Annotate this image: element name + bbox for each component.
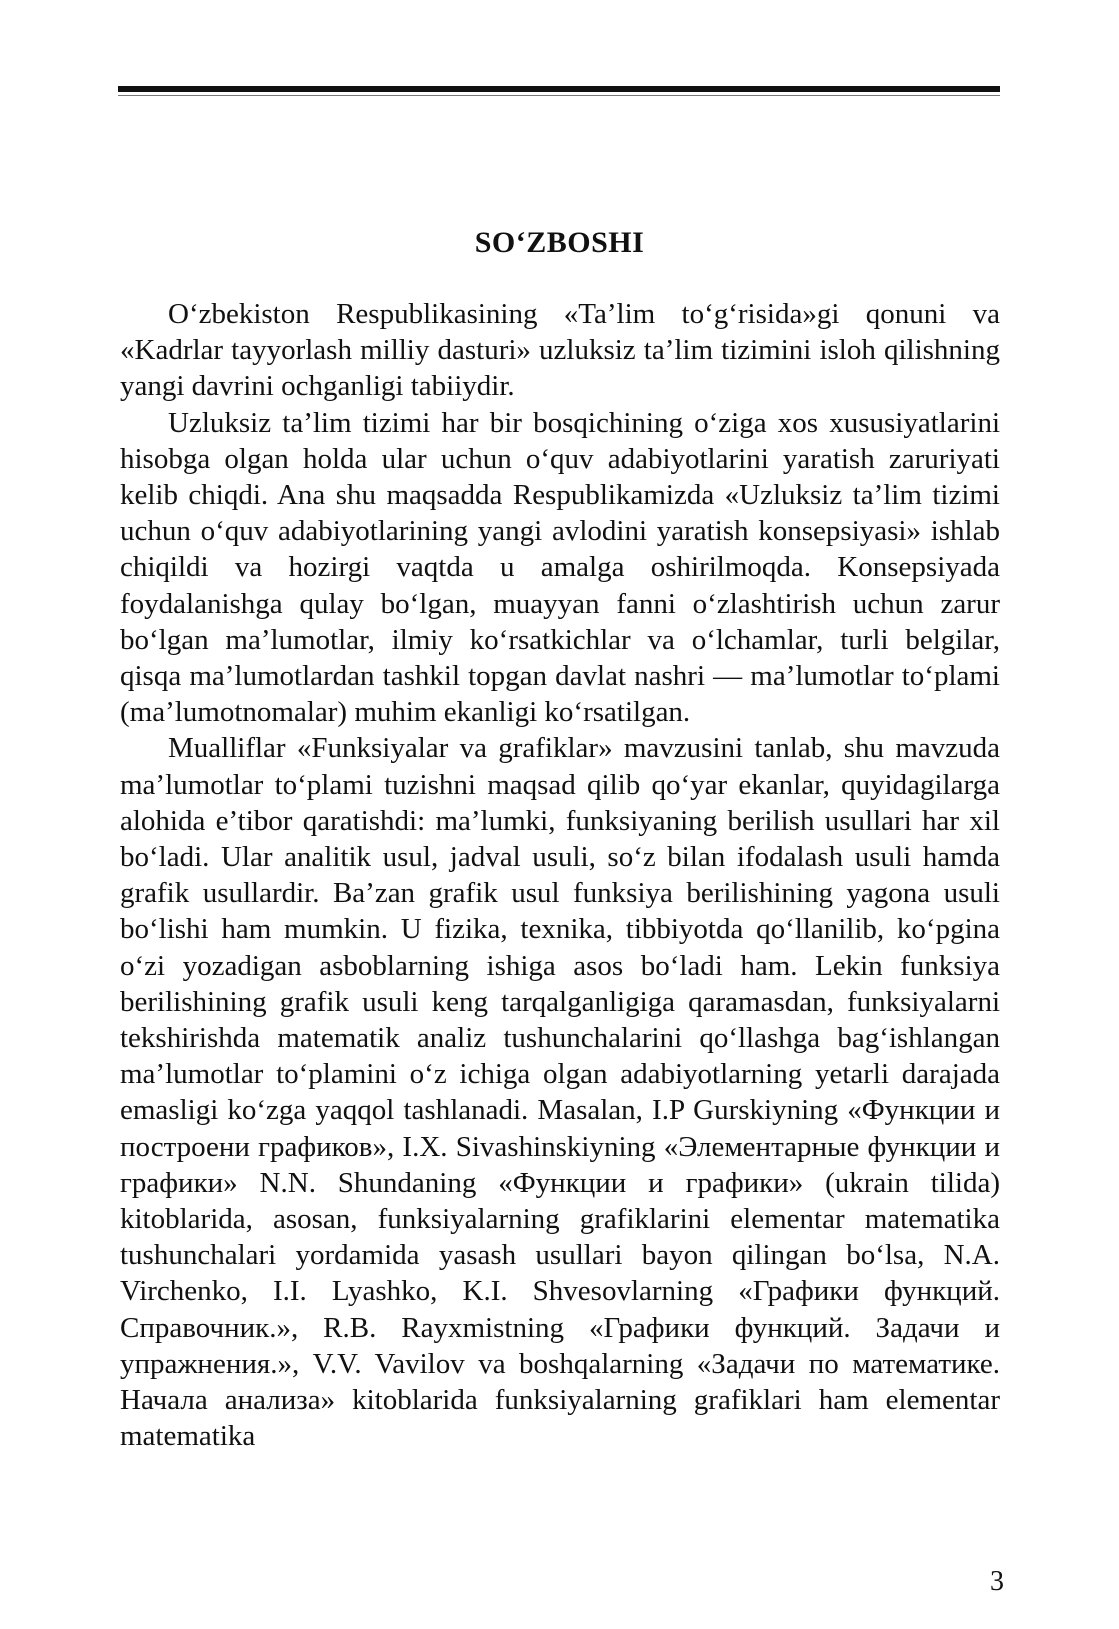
paragraph-concept: Uzluksiz ta’lim tizimi har bir bosqichining o‘ziga xos xususiyatlarini hisobga olgan holda ular uchun o‘quv adabiyotlarini yaratish zaruriyati kelib chiqdi. Ana shu maqsadda Respublikamizda «Uzluksiz ta’lim tizimi uchun o‘quv adabiyotlarining yangi avlodini yaratish konsepsiyasi» ishlab chiqildi va hozirgi vaqtda u amalga oshirilmoqda. Konsepsiyada foydalanishga qulay bo‘lgan, muayyan fanni o‘zlashtirish uchun zarur bo‘lgan ma’lumotlar, ilmiy ko‘rsatkichlar va o‘lchamlar, turli belgilar, qisqa ma’lumotlardan tashkil topgan davlat nashri — ma’lumotlar to‘plami (ma’lumotnomalar) muhim ekanligi ko‘rsatilgan. <box>120 406 1000 729</box>
paragraph-intro: O‘zbekiston Respublikasining «Ta’lim to‘g‘risida»gi qonuni va «Kadrlar tayyorlash milliy dasturi» uzluksiz ta’lim tizimini isloh qilishning yangi davrini ochganligi tabiiydir. <box>120 298 1000 403</box>
header-rule-thin <box>118 95 1000 96</box>
header-rule <box>118 86 1000 92</box>
page-title: SO‘ZBOSHI <box>474 226 645 259</box>
paragraph-authors: Mualliflar «Funksiyalar va grafiklar» mavzusini tanlab, shu mavzuda ma’lumotlar to‘plami tuzishni maqsad qilib qo‘yar ekanlar, quyidagilarga alohida e’tibor qaratishdi: ma’lumki, funksiyaning berilish usullari har xil bo‘ladi. Ular analitik usul, jadval usuli, so‘z bilan ifodalash usuli hamda grafik usullardir. Ba’zan grafik usul funksiya berilishining yagona usuli bo‘lishi ham mumkin. U fizika, texnika, tibbiyotda qo‘llanilib, ko‘pgina o‘zi yozadigan asboblarning ishiga asos bo‘ladi ham. Lekin funksiya berilishining grafik usuli keng tarqalganligiga qaramasdan, funksiyalarni tekshirishda matematik analiz tushunchalarini qo‘llashga bag‘ishlangan ma’lumotlar to‘plamini o‘z ichiga olgan adabiyotlarning yetarli darajada emasligi ko‘zga yaqqol tashlanadi. Masalan, I.P Gurskiyning «Функции и построени графиков», I.X. Sivashinskiyning «Элементарные функции и графики» N.N. Shundaning «Функции и графики» (ukrain tilida) kitoblarida, asosan, funksiyalarning grafiklarini elementar matematika tushunchalari yordamida yasash usullari bayon qilingan bo‘lsa, N.A. Virchenko, I.I. Lyashko, K.I. Shvesovlarning «Графики функций. Справочник.», R.B. Rayxmistning «Графики функций. Задачи и упражнения.», V.V. Vavilov va boshqalarning «Задачи по математике. Начала анализа» kitoblarida funksiyalarning grafiklari ham elementar matematika <box>120 732 1000 1453</box>
body-text <box>120 296 1000 1455</box>
page-number: 3 <box>990 1566 1004 1597</box>
